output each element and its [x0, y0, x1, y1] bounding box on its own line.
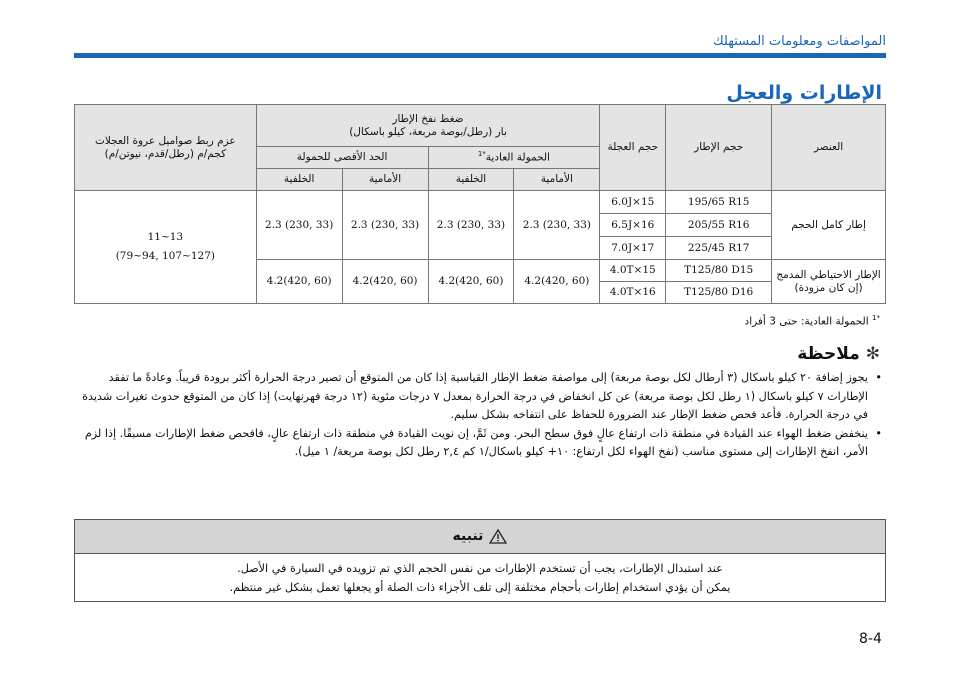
wheel-size-cell: 6.5J×16 — [600, 214, 666, 237]
note-heading: ✻ملاحظة — [797, 344, 880, 364]
front-header: الأمامية — [342, 169, 428, 191]
torque-header: عزم ربط صواميل عروة العجلات كجم/م (رطل/قدم، نيوتن/م) — [75, 105, 257, 191]
pressure-cell: 4.2(420, 60) — [342, 260, 428, 304]
tire-spec-table — [74, 104, 886, 304]
pressure-cell: 4.2(420, 60) — [256, 260, 342, 304]
tire-size-cell: T125/80 D16 — [666, 282, 772, 304]
rear-header: الخلفية — [428, 169, 514, 191]
tire-size-cell: 225/45 R17 — [666, 237, 772, 260]
pressure-cell: 2.3 (230, 33) — [342, 191, 428, 260]
wheel-size-header: حجم العجلة — [600, 105, 666, 191]
warning-triangle-icon — [489, 529, 507, 544]
pressure-cell: 4.2(420, 60) — [514, 260, 600, 304]
pressure-cell: 4.2(420, 60) — [428, 260, 514, 304]
item-header: العنصر — [772, 105, 886, 191]
header-rule — [74, 53, 886, 58]
tire-size-header: حجم الإطار — [666, 105, 772, 191]
spare-label: الإطار الاحتياطي المدمج (إن كان مزودة) — [772, 260, 886, 304]
list-item: • يجوز إضافة ٢٠ كيلو باسكال (٣ أرطال لكل بوصة مربعة) إلى مواصفة ضغط الإطار القياسية إذا كان من المتوقع أن تصير درجة الحرارة أكثر برودة قريباً. وعادةً ما تفقد الإطارات ٧ كيلو باسكال (١ رطل لكل بوصة مربعة) عن كل انخفاض في درجة الحرارة بمعدل ٧ درجات مئوية (١٢ درجة فهرنهايت) إذا كان من المتوقع حدوث تغيرات شديدة في درجة الحرارة. فأعد فحص ضغط الإطار عند الضرورة للحفاظ على انتفاخه بشكل سليم. — [82, 369, 882, 425]
pressure-cell: 2.3 (230, 33) — [256, 191, 342, 260]
wheel-size-cell: 6.0J×15 — [600, 191, 666, 214]
torque-value: 11~13 (79~94, 107~127) — [75, 191, 257, 304]
page-number: 8-4 — [859, 631, 882, 647]
pressure-cell: 2.3 (230, 33) — [514, 191, 600, 260]
tire-size-cell: T125/80 D15 — [666, 260, 772, 282]
note-list — [82, 369, 882, 462]
tire-size-cell: 195/65 R15 — [666, 191, 772, 214]
wheel-size-cell: 4.0T×16 — [600, 282, 666, 304]
caution-text: عند استبدال الإطارات، يجب أن تستخدم الإطارات من نفس الحجم الذي تم تزويده في السيارة في الأصل. يمكن أن يؤدي استخدام إطارات بأحجام مختلفة إلى تلف الأجزاء ذات الصلة أو يجعلها تعمل بشكل غير منتظم. — [229, 562, 731, 594]
max-load-header: الحد الأقصى للحمولة — [256, 147, 428, 169]
chapter-title: المواصفات ومعلومات المستهلك — [712, 34, 886, 49]
tire-size-cell: 205/55 R16 — [666, 214, 772, 237]
wheel-size-cell: 4.0T×15 — [600, 260, 666, 282]
section-title: الإطارات والعجل — [726, 82, 882, 104]
page-header — [74, 34, 886, 58]
footnote: $^{*1}$ الحمولة العادية: حتى 3 أفراد — [744, 314, 880, 328]
normal-load-header: الحمولة العادية$^{*1}$ — [428, 147, 600, 169]
wheel-size-cell: 7.0J×17 — [600, 237, 666, 260]
asterisk-icon: ✻ — [865, 344, 880, 364]
front-header: الأمامية — [514, 169, 600, 191]
pressure-cell: 2.3 (230, 33) — [428, 191, 514, 260]
caution-box — [74, 519, 886, 602]
pressure-header: ضغط نفخ الإطار بار (رطل/بوصة مربعة، كيلو باسكال) — [256, 105, 600, 147]
list-item: • ينخفض ضغط الهواء عند القيادة في منطقة ذات ارتفاع عالٍ فوق سطح البحر. ومن ثَمَّ، إن نويت القيادة في منطقة ذات ارتفاع عالٍ، فافحص ضغط الإطارات مسبقًا. إذا لزم الأمر، انفخ الإطارات إلى مستوى مناسب (نفخ الهواء لكل ارتفاع: ١٠+ كيلو باسكال/١ كم ٢,٤ رطل لكل بوصة مربعة/ ١ ميل). — [82, 425, 882, 462]
caution-header: تنبيه — [75, 520, 885, 554]
full-size-label: إطار كامل الحجم — [772, 191, 886, 260]
rear-header: الخلفية — [256, 169, 342, 191]
